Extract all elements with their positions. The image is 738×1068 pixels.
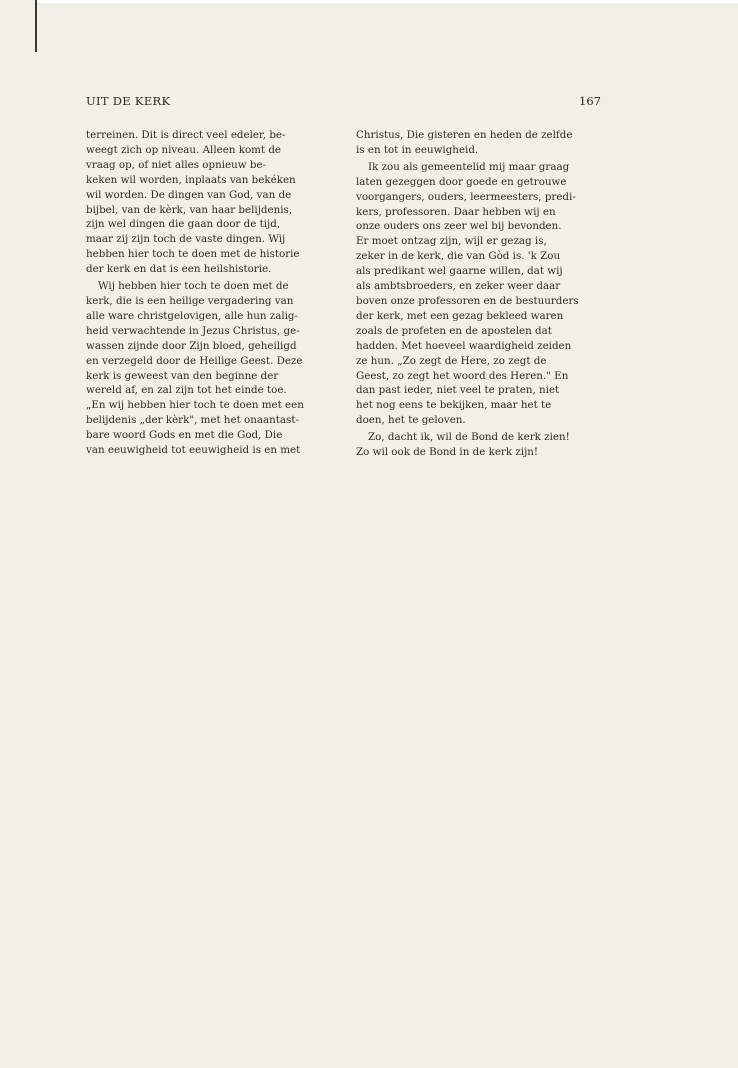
text-line: keken wil worden, inplaats van bekéken	[86, 173, 296, 186]
text-line: en verzegeld door de Heilige Geest. Deze	[86, 354, 303, 367]
text-line: ze hun. „Zo zegt de Here, zo zegt de	[356, 354, 547, 367]
page-top-margin	[37, 0, 738, 3]
text-line: Ik zou als gemeentelid mij maar graag	[368, 160, 570, 173]
text-line: Geest, zo zegt het woord des Heren." En	[356, 369, 569, 382]
text-line: Zo, dacht ik, wil de Bond de kerk zien!	[368, 431, 570, 444]
left-text-column	[86, 128, 330, 458]
paragraph	[86, 279, 330, 458]
right-text-column	[356, 128, 600, 460]
text-line: doen, het te geloven.	[356, 414, 466, 427]
text-line: zijn wel dingen die gaan door de tijd,	[86, 218, 281, 231]
text-line: terreinen. Dit is direct veel edeler, be-	[86, 129, 286, 141]
text-line: wil worden. De dingen van God, van de	[86, 188, 292, 201]
text-line: laten gezeggen door goede en getrouwe	[356, 175, 567, 188]
page-number: 167	[579, 94, 601, 108]
text-line: boven onze professoren en de bestuurders	[356, 294, 579, 307]
text-line: bijbel, van de kèrk, van haar belijdenis,	[86, 203, 293, 216]
page-edge-line	[35, 0, 37, 52]
text-line: is en tot in eeuwigheid.	[356, 143, 479, 156]
text-line: voorgangers, ouders, leermeesters, predi-	[356, 190, 576, 203]
text-line: als ambtsbroeders, en zeker weer daar	[356, 280, 561, 293]
text-line: als predikant wel gaarne willen, dat wij	[356, 265, 563, 278]
text-line: zoals de profeten en de apostelen dat	[356, 324, 552, 337]
text-line: Zo wil ook de Bond in de kerk zijn!	[356, 446, 539, 459]
paragraph	[86, 128, 330, 277]
text-line: het nog eens te bekijken, maar het te	[356, 399, 552, 412]
page-header	[86, 94, 601, 110]
text-line: hadden. Met hoeveel waardigheid zeiden	[356, 339, 572, 352]
text-line: zeker in de kerk, die van Gòd is. 'k Zou	[356, 250, 561, 263]
text-line: alle ware christgelovigen, alle hun zalig-	[86, 309, 299, 322]
text-line: wereld af, en zal zijn tot het einde toe.	[86, 384, 287, 397]
text-line: der kerk en dat is een heilshistorie.	[86, 263, 272, 276]
paragraph	[356, 160, 600, 428]
running-title: UIT DE KERK	[86, 94, 171, 108]
text-line: kerk, die is een heilige vergadering van	[86, 294, 294, 307]
text-line: kerk is geweest van den beginne der	[86, 369, 279, 382]
text-line: weegt zich op niveau. Alleen komt de	[86, 143, 282, 156]
text-line: dan past ieder, niet veel te praten, niet	[356, 384, 560, 397]
text-line: Wij hebben hier toch te doen met de	[98, 280, 289, 293]
text-line: onze ouders ons zeer wel bij bevonden.	[356, 220, 562, 233]
text-line: „En wij hebben hier toch te doen met een	[86, 399, 304, 412]
text-line: kers, professoren. Daar hebben wij en	[356, 205, 556, 218]
paragraph	[356, 430, 600, 460]
text-line: van eeuwigheid tot eeuwigheid is en met	[86, 444, 301, 457]
text-line: Er moet ontzag zijn, wijl er gezag is,	[356, 235, 547, 248]
text-line: wassen zijnde door Zijn bloed, geheiligd	[86, 339, 297, 352]
text-line: maar zij zijn toch de vaste dingen. Wij	[86, 233, 286, 246]
text-line: Christus, Die gisteren en heden de zelfde	[356, 129, 573, 141]
text-line: bare woord Gods en met die God, Die	[86, 429, 283, 442]
paragraph	[356, 128, 600, 158]
text-line: belijdenis „der kèrk", met het onaantast-	[86, 414, 299, 427]
text-line: vraag op, of niet alles opnieuw be-	[86, 158, 266, 171]
text-line: heid verwachtende in Jezus Christus, ge-	[86, 324, 300, 337]
text-line: hebben hier toch te doen met de historie	[86, 248, 300, 261]
text-line: der kerk, met een gezag bekleed waren	[356, 309, 564, 322]
